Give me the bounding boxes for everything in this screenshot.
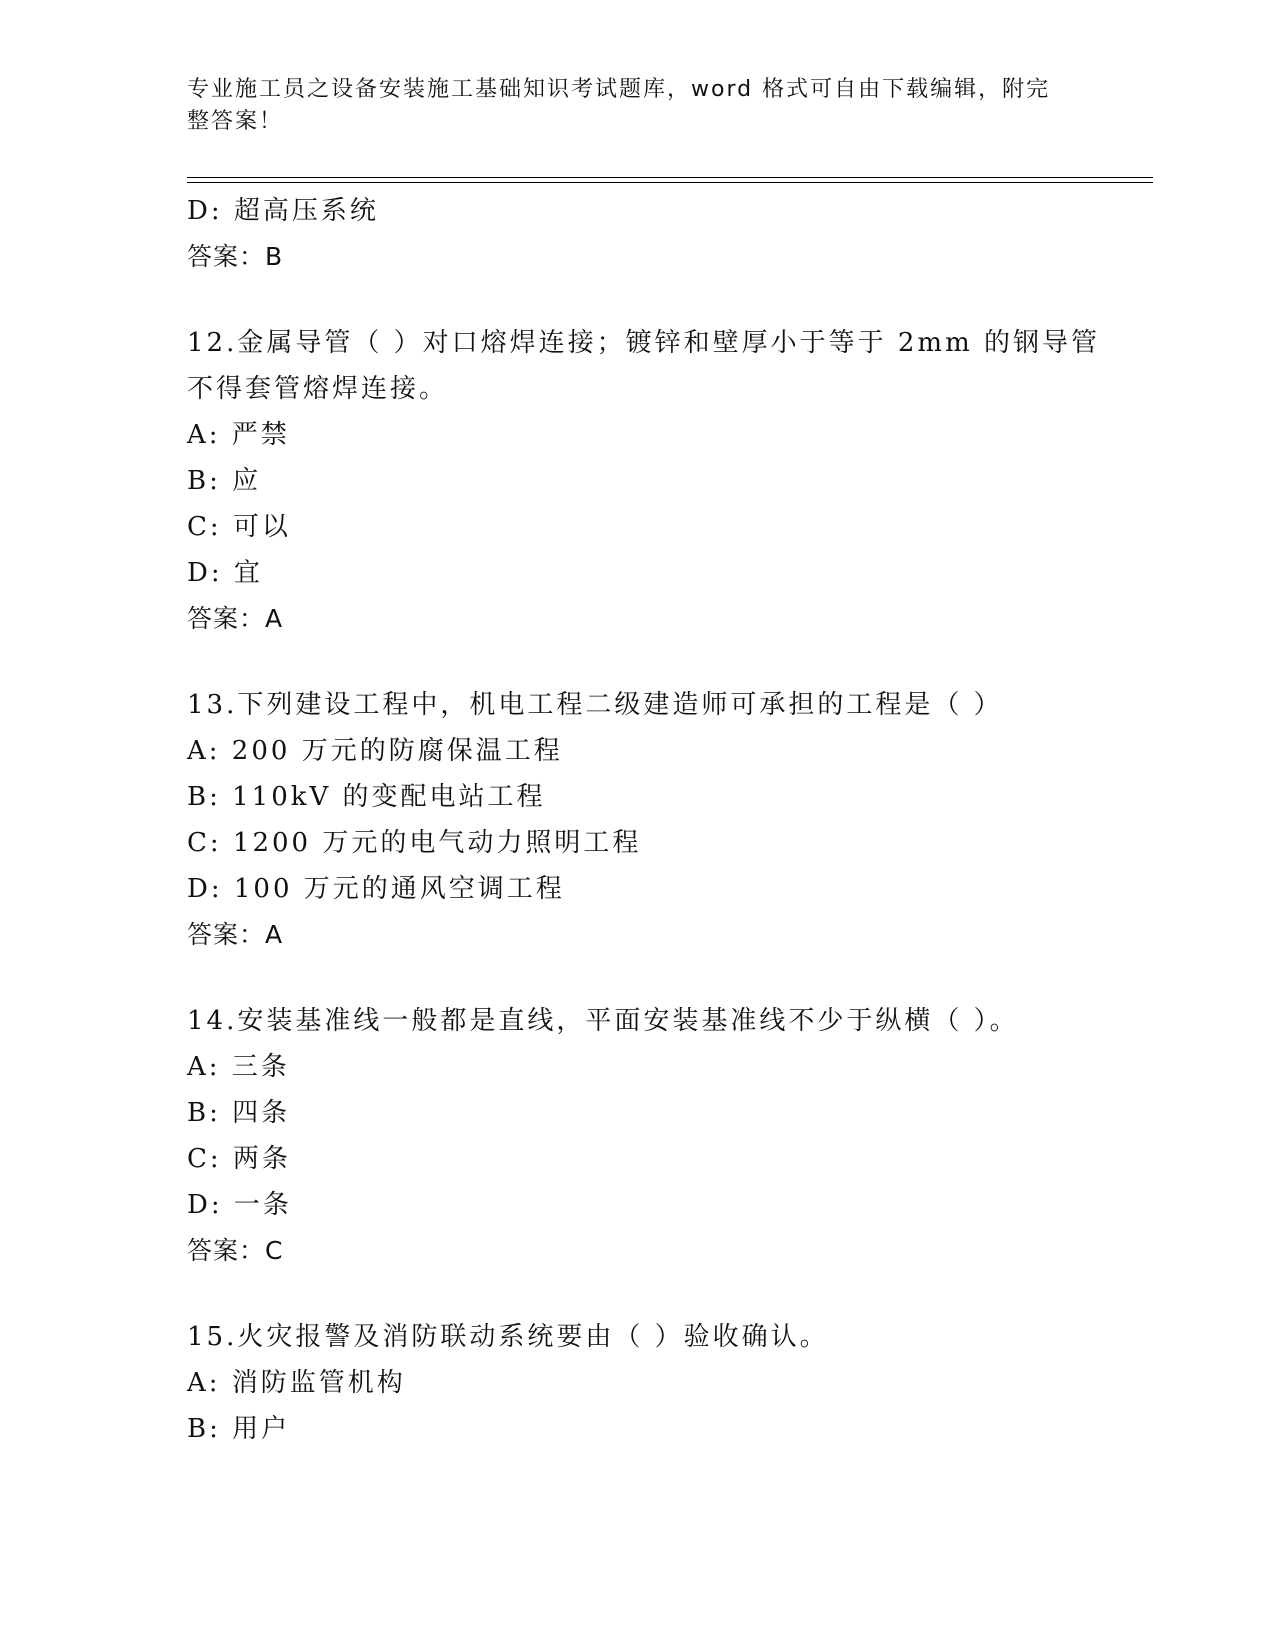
q12-option-a: A: 严禁 [187, 420, 290, 450]
q13-option-b: B: 110kV 的变配电站工程 [187, 782, 546, 812]
q13-option-a: A: 200 万元的防腐保温工程 [187, 736, 563, 766]
q14-option-a: A: 三条 [187, 1052, 290, 1082]
q12-option-b: B: 应 [187, 466, 262, 496]
q15-option-a: A: 消防监管机构 [187, 1368, 406, 1398]
q12-option-c: C: 可以 [187, 512, 291, 542]
q14-option-b: B: 四条 [187, 1098, 291, 1128]
q12-stem-line2: 不得套管熔焊连接。 [187, 374, 449, 404]
question-list [187, 188, 1100, 1452]
q12-answer: 答案：A [187, 604, 284, 633]
q13-option-d: D: 100 万元的通风空调工程 [187, 874, 565, 904]
header-divider-bottom [187, 182, 1153, 183]
header-title: 专业施工员之设备安装施工基础知识考试题库，word 格式可自由下载编辑，附完整答案！ [187, 77, 1051, 134]
header-divider-top [187, 177, 1153, 178]
document-header [187, 74, 1067, 138]
q14-answer: 答案：C [187, 1236, 284, 1265]
q15-stem: 15.火灾报警及消防联动系统要由（ ）验收确认。 [187, 1322, 829, 1352]
q14-option-c: C: 两条 [187, 1144, 291, 1174]
q11-answer: 答案：B [187, 242, 284, 271]
q12-option-d: D: 宜 [187, 558, 263, 588]
q15-option-b: B: 用户 [187, 1414, 291, 1444]
q13-stem: 13.下列建设工程中，机电工程二级建造师可承担的工程是（ ） [187, 690, 1003, 720]
q13-answer: 答案：A [187, 920, 284, 949]
q11-option-d: D: 超高压系统 [187, 196, 379, 226]
q13-option-c: C: 1200 万元的电气动力照明工程 [187, 828, 642, 858]
q12-stem-line1: 12.金属导管（ ）对口熔焊连接；镀锌和壁厚小于等于 2mm 的钢导管 [187, 328, 1100, 358]
q14-stem: 14.安装基准线一般都是直线，平面安装基准线不少于纵横（ ）。 [187, 1006, 1019, 1036]
q14-option-d: D: 一条 [187, 1190, 292, 1220]
